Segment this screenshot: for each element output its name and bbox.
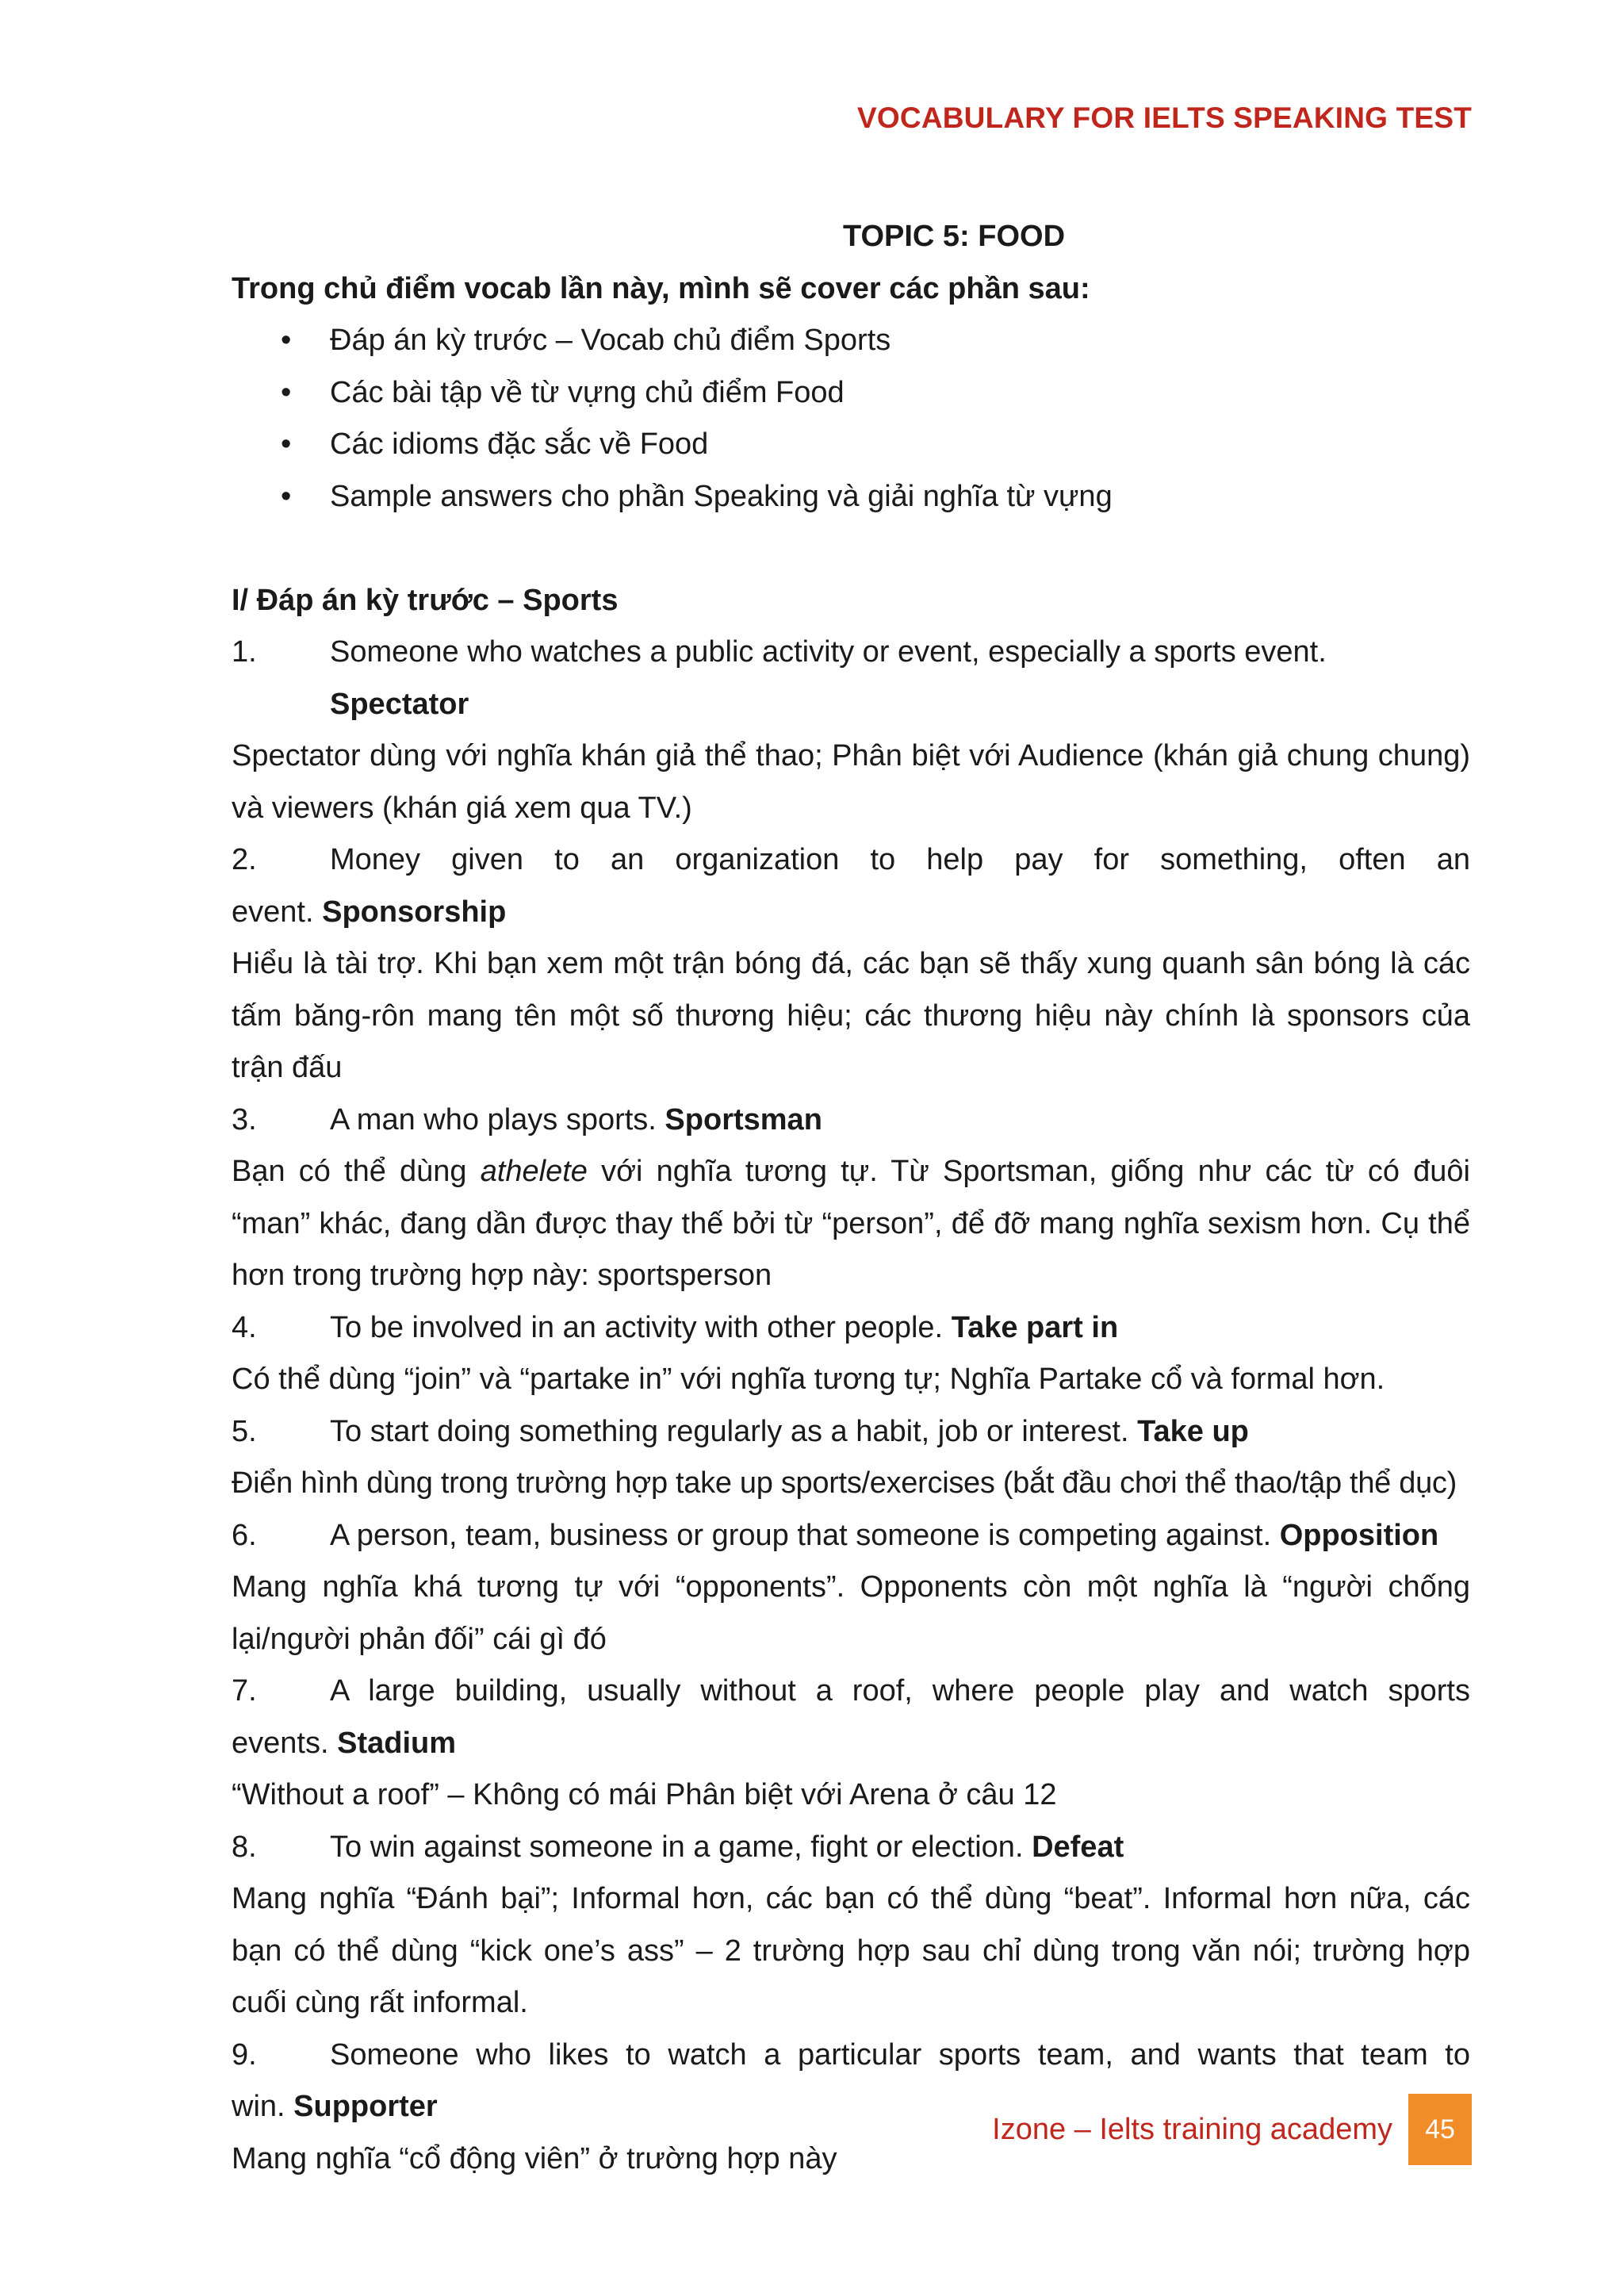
vocab-item bbox=[232, 1665, 1470, 1718]
list-item: • Các bài tập về từ vựng chủ điểm Food bbox=[232, 367, 1470, 420]
section-title: I/ Đáp án kỳ trước – Sports bbox=[232, 583, 619, 617]
item-definition: A man who plays sports. bbox=[330, 1102, 657, 1137]
item-number: 2. bbox=[232, 843, 257, 876]
list-item: • Sample answers cho phần Speaking và giải nghĩa từ vựng bbox=[232, 471, 1470, 523]
italic-term: athelete bbox=[480, 1155, 588, 1188]
item-number: 6. bbox=[232, 1518, 257, 1552]
item-number: 8. bbox=[232, 1830, 257, 1864]
vocab-item bbox=[232, 1510, 1470, 1562]
item-note: Bạn có thể dùng athelete với nghĩa tương tự. Từ Sportsman, giống như các từ có đuôi “man” khác, đang dần được thay thế bởi từ “person”, để đỡ mang nghĩa sexism hơn. Cụ thể hơn trong trường hợp này: sportsperson bbox=[232, 1155, 1471, 1292]
vocab-item bbox=[232, 1302, 1470, 1355]
item-definition-cont: events. bbox=[232, 1726, 329, 1760]
item-definition: A person, team, business or group that someone is competing against. bbox=[330, 1518, 1272, 1552]
item-number: 3. bbox=[232, 1102, 257, 1137]
page-footer bbox=[992, 2094, 1472, 2165]
vocab-item bbox=[232, 834, 1470, 887]
item-definition: To be involved in an activity with other people. bbox=[330, 1310, 944, 1344]
item-note: Mang nghĩa “cổ động viên” ở trường hợp này bbox=[232, 2141, 837, 2175]
vocab-item bbox=[232, 2030, 1470, 2082]
vocab-item bbox=[232, 1822, 1470, 1874]
document-body bbox=[232, 211, 1470, 2185]
item-answer: Take up bbox=[1137, 1414, 1249, 1448]
item-definition: Someone who watches a public activity or event, especially a sports event. bbox=[330, 635, 1327, 669]
item-definition: A large building, usually without a roof, where people play and watch sports bbox=[330, 1674, 1470, 1708]
item-note: Điển hình dùng trong trường hợp take up sports/exercises (bắt đầu chơi thể thao/tập thể dục) bbox=[232, 1466, 1457, 1500]
footer-text: Izone – Ielts training academy bbox=[992, 2112, 1392, 2146]
item-note: “Without a roof” – Không có mái Phân biệt với Arena ở câu 12 bbox=[232, 1778, 1057, 1811]
item-number: 5. bbox=[232, 1414, 257, 1448]
item-answer: Spectator bbox=[330, 687, 469, 721]
vocab-item bbox=[232, 1406, 1470, 1458]
list-item: • Đáp án kỳ trước – Vocab chủ điểm Sports bbox=[232, 315, 1470, 367]
item-definition: To win against someone in a game, fight or election. bbox=[330, 1830, 1024, 1864]
page-header: VOCABULARY FOR IELTS SPEAKING TEST bbox=[857, 102, 1472, 134]
item-answer: Supporter bbox=[293, 2090, 438, 2123]
item-answer: Sponsorship bbox=[322, 895, 507, 929]
page-number-badge: 45 bbox=[1408, 2094, 1472, 2165]
item-definition: Someone who likes to watch a particular sports team, and wants that team to bbox=[330, 2037, 1470, 2072]
item-definition: To start doing something regularly as a habit, job or interest. bbox=[330, 1414, 1129, 1448]
item-definition-cont: event. bbox=[232, 895, 314, 929]
item-note: Spectator dùng với nghĩa khán giả thể thao; Phân biệt với Audience (khán giả chung chung) và viewers (khán giá xem qua TV.) bbox=[232, 739, 1470, 825]
item-answer: Stadium bbox=[337, 1726, 456, 1760]
item-answer: Sportsman bbox=[665, 1102, 822, 1137]
item-number: 1. bbox=[232, 635, 257, 669]
item-number: 4. bbox=[232, 1310, 257, 1344]
item-number: 9. bbox=[232, 2037, 257, 2072]
vocab-item bbox=[232, 1094, 1470, 1147]
item-answer: Take part in bbox=[951, 1310, 1119, 1344]
item-note: Hiểu là tài trợ. Khi bạn xem một trận bóng đá, các bạn sẽ thấy xung quanh sân bóng là các tấm băng-rôn mang tên một số thương hiệu; các thương hiệu này chính là sponsors của trận đấu bbox=[232, 947, 1470, 1084]
item-note: Mang nghĩa khá tương tự với “opponents”. Opponents còn một nghĩa là “người chống lại/người phản đối” cái gì đó bbox=[232, 1570, 1470, 1656]
item-answer: Opposition bbox=[1279, 1518, 1439, 1552]
item-definition: Money given to an organization to help pay for something, often an bbox=[330, 843, 1470, 876]
item-note: Có thể dùng “join” và “partake in” với nghĩa tương tự; Nghĩa Partake cổ và formal hơn. bbox=[232, 1363, 1385, 1396]
list-item: • Các idioms đặc sắc về Food bbox=[232, 419, 1470, 471]
bullet-list bbox=[232, 315, 1470, 523]
vocab-item bbox=[232, 627, 1470, 730]
item-definition-cont: win. bbox=[232, 2090, 285, 2123]
item-number: 7. bbox=[232, 1674, 257, 1708]
item-answer: Defeat bbox=[1032, 1830, 1124, 1864]
intro-text: Trong chủ điểm vocab lần này, mình sẽ cover các phần sau: bbox=[232, 271, 1090, 305]
topic-title: TOPIC 5: FOOD bbox=[842, 220, 1066, 253]
item-note: Mang nghĩa “Đánh bại”; Informal hơn, các bạn có thể dùng “beat”. Informal hơn nữa, các bạn có thể dùng “kick one’s ass” – 2 trường hợp sau chỉ dùng trong văn nói; trường hợp cuối cùng rất informal. bbox=[232, 1882, 1470, 2019]
